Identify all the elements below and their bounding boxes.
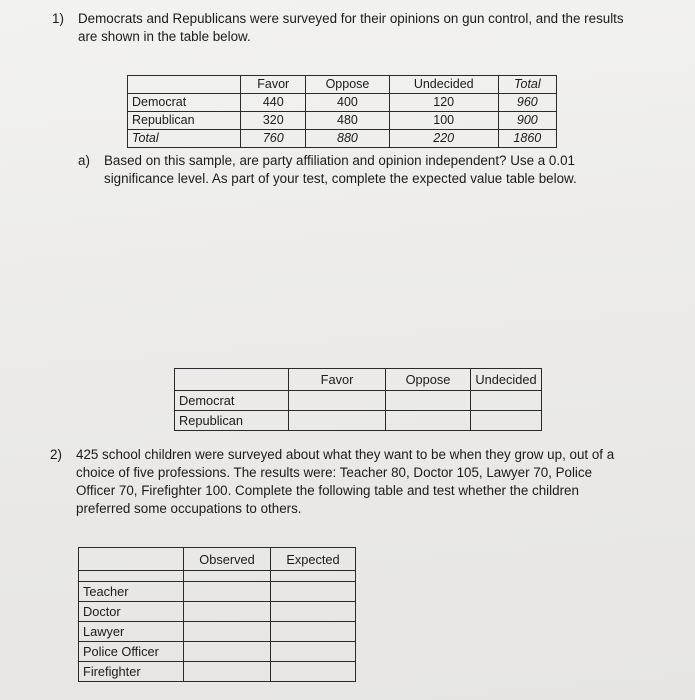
column-header-oppose: Oppose: [386, 369, 471, 391]
column-header-favor: Favor: [241, 76, 306, 94]
question-2-line: Officer 70, Firefighter 100. Complete the following table and test whether the children: [76, 483, 579, 498]
table-cell: 440: [241, 94, 306, 112]
column-header-undecided: Undecided: [389, 76, 498, 94]
table-row: [79, 582, 356, 602]
question-1a-text: [104, 152, 577, 188]
blank-answer-cell[interactable]: [386, 411, 471, 431]
question-1-line: are shown in the table below.: [78, 29, 251, 44]
question-2-text: [76, 446, 614, 518]
table-cell: 100: [389, 112, 498, 130]
blank-answer-cell[interactable]: [184, 602, 271, 622]
table-header-row: [175, 369, 542, 391]
question-1-number: 1): [52, 11, 64, 26]
table-cell-total: 760: [241, 130, 306, 148]
column-header-undecided: Undecided: [471, 369, 542, 391]
blank-answer-cell[interactable]: [184, 662, 271, 682]
blank-answer-cell[interactable]: [471, 391, 542, 411]
blank-answer-cell[interactable]: [289, 411, 386, 431]
table-corner-cell: [79, 548, 184, 571]
blank-cell: [184, 571, 271, 582]
question-1-line: Democrats and Republicans were surveyed for their opinions on gun control, and the results: [78, 11, 624, 26]
column-header-oppose: Oppose: [306, 76, 390, 94]
table-cell: 320: [241, 112, 306, 130]
row-label-republican: Republican: [128, 112, 241, 130]
row-label-teacher: Teacher: [79, 582, 184, 602]
table-cell-total: 900: [498, 112, 556, 130]
table-row: [79, 622, 356, 642]
table-row: [175, 411, 542, 431]
spacer-row: [79, 571, 356, 582]
row-label-firefighter: Firefighter: [79, 662, 184, 682]
table-cell-total: 880: [306, 130, 390, 148]
column-header-expected: Expected: [271, 548, 356, 571]
occupation-table: [78, 547, 356, 682]
blank-answer-cell[interactable]: [471, 411, 542, 431]
row-label-police-officer: Police Officer: [79, 642, 184, 662]
row-label-lawyer: Lawyer: [79, 622, 184, 642]
question-2-number: 2): [50, 447, 62, 462]
blank-answer-cell[interactable]: [271, 622, 356, 642]
table-cell-total: 1860: [498, 130, 556, 148]
column-header-total: Total: [498, 76, 556, 94]
expected-values-table: [174, 368, 542, 431]
column-header-favor: Favor: [289, 369, 386, 391]
question-2-line: preferred some occupations to others.: [76, 501, 302, 516]
blank-answer-cell[interactable]: [271, 662, 356, 682]
table-row: [128, 130, 557, 148]
blank-cell: [79, 571, 184, 582]
table-row: [128, 94, 557, 112]
blank-answer-cell[interactable]: [386, 391, 471, 411]
row-label-total: Total: [128, 130, 241, 148]
table-cell: 480: [306, 112, 390, 130]
row-label-republican: Republican: [175, 411, 289, 431]
question-1a-letter: a): [78, 153, 90, 168]
bleed-through-text: [250, 325, 253, 337]
blank-answer-cell[interactable]: [184, 622, 271, 642]
table-corner-cell: [175, 369, 289, 391]
blank-answer-cell[interactable]: [271, 642, 356, 662]
table-header-row: [79, 548, 356, 571]
table-cell: 120: [389, 94, 498, 112]
row-label-democrat: Democrat: [128, 94, 241, 112]
table-row: [175, 391, 542, 411]
row-label-doctor: Doctor: [79, 602, 184, 622]
table-row: [79, 662, 356, 682]
table-cell: 400: [306, 94, 390, 112]
question-2-line: 425 school children were surveyed about what they want to be when they grow up, out of a: [76, 447, 615, 462]
table-cell-total: 960: [498, 94, 556, 112]
table-corner-cell: [128, 76, 241, 94]
question-1-text: [78, 10, 624, 46]
table-row: [79, 602, 356, 622]
table-cell-total: 220: [389, 130, 498, 148]
question-1a-line: significance level. As part of your test, complete the expected value table below.: [104, 171, 577, 186]
survey-results-table: [127, 75, 557, 148]
blank-answer-cell[interactable]: [289, 391, 386, 411]
row-label-democrat: Democrat: [175, 391, 289, 411]
table-row: [79, 642, 356, 662]
table-row: [128, 112, 557, 130]
question-2-line: choice of five professions. The results were: Teacher 80, Doctor 105, Lawyer 70, Police: [76, 465, 593, 480]
question-1a-line: Based on this sample, are party affiliation and opinion independent? Use a 0.01: [104, 153, 575, 168]
column-header-observed: Observed: [184, 548, 271, 571]
blank-answer-cell[interactable]: [271, 602, 356, 622]
table-header-row: [128, 76, 557, 94]
blank-answer-cell[interactable]: [184, 582, 271, 602]
blank-cell: [271, 571, 356, 582]
blank-answer-cell[interactable]: [271, 582, 356, 602]
blank-answer-cell[interactable]: [184, 642, 271, 662]
